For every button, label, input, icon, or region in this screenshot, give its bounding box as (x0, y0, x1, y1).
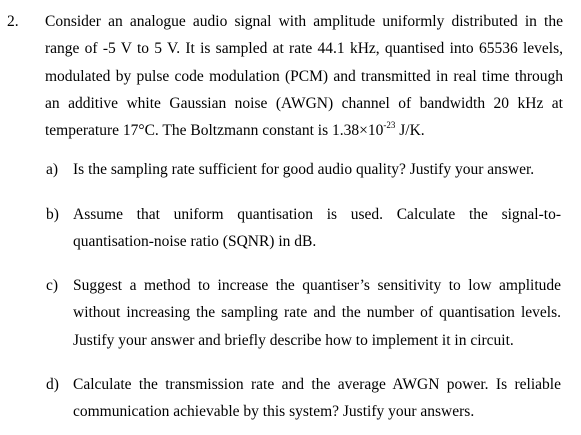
part-text (73, 371, 561, 426)
intro-line: Consider an analogue audio signal with amplitude uniformly distributed in the (45, 13, 563, 30)
part-label: d) (46, 376, 59, 393)
part-label: c) (46, 277, 59, 294)
intro-line: modulated by pulse code modulation (PCM) and transmitted in real time through (45, 67, 563, 85)
intro-last-unit: J/K. (395, 122, 425, 140)
exponent: -23 (383, 120, 396, 131)
question-number: 2. (7, 13, 19, 30)
part-text (73, 272, 561, 354)
part-line: quantisation-noise ratio (SQNR) in dB. (73, 233, 317, 251)
intro-last-text: temperature 17°C. The Boltzmann constant is 1.38×10 (45, 122, 384, 140)
part-text (73, 201, 561, 256)
part-line: Justify your answer and briefly describe how to implement it in circuit. (73, 331, 514, 349)
question-intro (45, 8, 563, 144)
intro-line-last (45, 117, 563, 144)
part-line: Suggest a method to increase the quantiser’s sensitivity to low amplitude (73, 277, 561, 294)
part-line: communication achievable by this system? Justify your answers. (73, 403, 475, 421)
part-line: without increasing the sampling rate and the number of quantisation levels. (73, 304, 561, 322)
part-label: b) (46, 206, 59, 223)
intro-line: an additive white Gaussian noise (AWGN) channel of bandwidth 20 kHz at (45, 94, 563, 112)
intro-line: range of -5 V to 5 V. It is sampled at rate 44.1 kHz, quantised into 65536 levels, (45, 40, 563, 58)
part-line: Assume that uniform quantisation is used. Calculate the signal-to- (73, 206, 561, 223)
part-label: a) (46, 161, 59, 178)
part-line: Calculate the transmission rate and the average AWGN power. Is reliable (73, 376, 561, 393)
part-text (73, 156, 561, 183)
part-line: Is the sampling rate sufficient for good audio quality? Justify your answer. (73, 161, 535, 178)
